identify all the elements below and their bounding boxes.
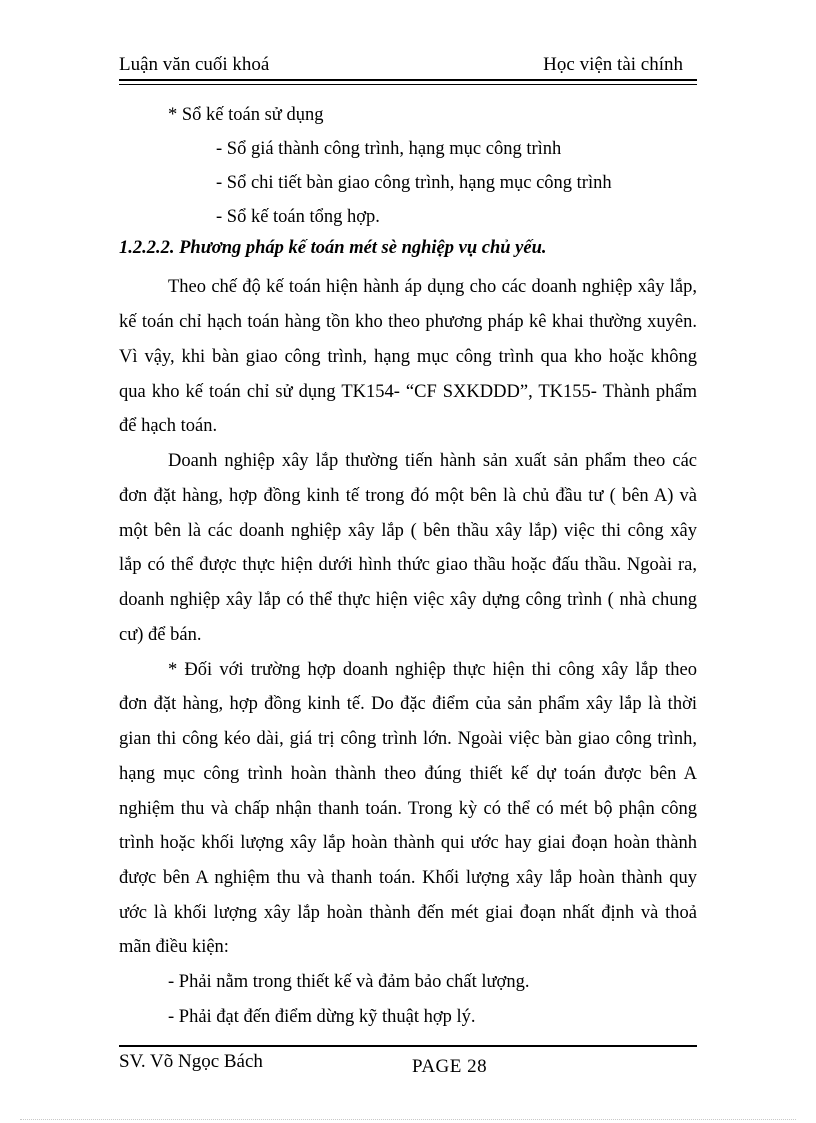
- paragraph-line: * Đối với trường hợp doanh nghiệp thực hiện thi công xây lắp theo: [168, 660, 697, 680]
- paragraph-line: để hạch toán.: [119, 416, 218, 436]
- page-header: [119, 50, 697, 80]
- book-item: - Sổ kế toán tổng hợp.: [216, 207, 380, 227]
- header-rule-thin: [119, 84, 697, 85]
- condition-item: - Phải đạt đến điểm dừng kỹ thuật hợp lý.: [168, 1007, 476, 1027]
- condition-item: - Phải nằm trong thiết kế và đảm bảo chất lượng.: [168, 972, 530, 992]
- paragraph-line: gian thi công kéo dài, giá trị công trình lớn. Ngoài việc bàn giao công trình,: [119, 729, 697, 749]
- section-heading: 1.2.2.2. Phương pháp kế toán mét sè nghiệp vụ chủ yếu.: [119, 238, 547, 258]
- book-item: - Sổ chi tiết bàn giao công trình, hạng mục công trình: [216, 173, 612, 193]
- paragraph-line: trình hoặc khối lượng xây lắp hoàn thành qui ước hay giai đoạn hoàn thành: [119, 833, 697, 853]
- paragraph-line: ước là khối lượng xây lắp hoàn thành đến mét giai đoạn nhất định và thoả: [119, 903, 697, 923]
- accounting-books-intro: * Sổ kế toán sử dụng: [168, 105, 324, 125]
- paragraph-line: kế toán chỉ hạch toán hàng tồn kho theo phương pháp kê khai thường xuyên.: [119, 312, 697, 332]
- paragraph-line: cư) để bán.: [119, 625, 202, 645]
- footer-rule: [119, 1045, 697, 1047]
- header-thesis-title: Luận văn cuối khoá: [119, 54, 270, 75]
- header-institution: Học viện tài chính: [543, 54, 683, 75]
- paragraph-line: đơn đặt hàng, hợp đồng kinh tế. Do đặc điểm của sản phẩm xây lắp là thời: [119, 694, 697, 714]
- paragraph-line: mãn điều kiện:: [119, 937, 229, 957]
- page-bottom-border: [20, 1119, 796, 1120]
- footer-student-name: SV. Võ Ngọc Bách: [119, 1051, 263, 1072]
- paragraph-line: hạng mục công trình hoàn thành theo đúng thiết kế dự toán được bên A: [119, 764, 697, 784]
- book-item: - Sổ giá thành công trình, hạng mục công trình: [216, 139, 562, 159]
- paragraph-line: đơn đặt hàng, hợp đồng kinh tế trong đó một bên là chủ đầu tư ( bên A) và: [119, 486, 697, 506]
- paragraph-line: lắp có thể được thực hiện dưới hình thức giao thầu hoặc đấu thầu. Ngoài ra,: [119, 555, 697, 575]
- paragraph-line: qua kho kế toán chỉ sử dụng TK154- “CF SXKDDD”, TK155- Thành phẩm: [119, 382, 697, 402]
- paragraph-line: Vì vậy, khi bàn giao công trình, hạng mục công trình qua kho hoặc không: [119, 347, 697, 367]
- paragraph-line: một bên là các doanh nghiệp xây lắp ( bên thầu xây lắp) việc thi công xây: [119, 521, 697, 541]
- header-rule-thick: [119, 79, 697, 81]
- paragraph-line: được bên A nghiệm thu và thanh toán. Khối lượng xây lắp hoàn thành quy: [119, 868, 697, 888]
- paragraph-line: Doanh nghiệp xây lắp thường tiến hành sản xuất sản phẩm theo các: [168, 451, 697, 471]
- footer-page-number: PAGE 28: [412, 1056, 488, 1077]
- paragraph-line: Theo chế độ kế toán hiện hành áp dụng cho các doanh nghiệp xây lắp,: [168, 277, 697, 297]
- paragraph-line: nghiệm thu và chấp nhận thanh toán. Trong kỳ có thể có mét bộ phận công: [119, 799, 697, 819]
- paragraph-line: doanh nghiệp xây lắp có thể thực hiện việc xây dựng công trình ( nhà chung: [119, 590, 697, 610]
